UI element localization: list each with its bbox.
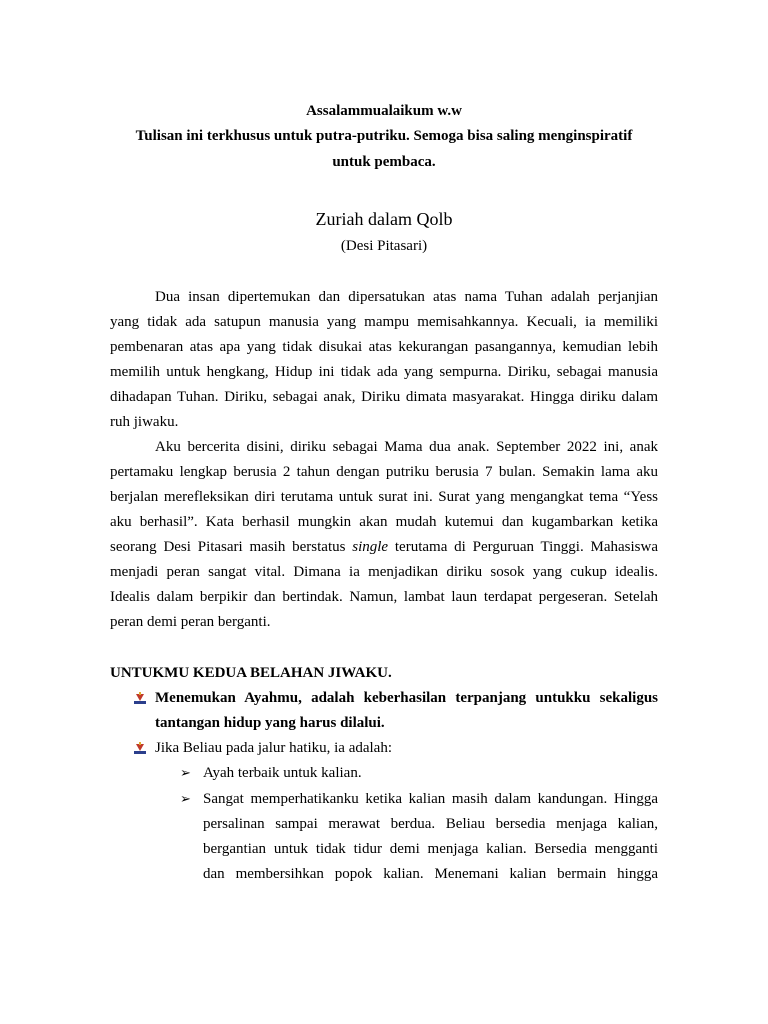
- paragraph-2-line: Idealis dalam berpikir dan bertindak. Namun, lambat laun terdapat pergeseran. Setelah: [110, 589, 658, 605]
- bullet-item-1: [155, 686, 658, 736]
- sub-item-1-line: Ayah terbaik untuk kalian.: [203, 765, 362, 781]
- line-text: seorang Desi Pitasari masih berstatus: [110, 539, 353, 555]
- section-heading: UNTUKMU KEDUA BELAHAN JIWAKU.: [110, 665, 392, 681]
- paragraph-1-line: dihadapan Tuhan. Diriku, sebagai anak, Diriku dimata masyarakat. Hingga diriku dalam: [110, 389, 658, 405]
- paragraph-2-line: aku berhasil”. Kata berhasil mungkin akan mudah kutemui dan kugambarkan ketika: [110, 514, 658, 530]
- paragraph-2: [110, 435, 658, 635]
- paragraph-2-line: [110, 535, 658, 560]
- paragraph-1: [110, 285, 658, 435]
- document-title: Zuriah dalam Qolb: [315, 209, 453, 229]
- paragraph-2-line: pertamaku lengkap berusia 2 tahun dengan putriku berusia 7 bulan. Semakin lama aku: [110, 464, 658, 480]
- line-text: terutama di Perguruan Tinggi. Mahasiswa: [388, 539, 658, 555]
- paragraph-1-line: Dua insan dipertemukan dan dipersatukan atas nama Tuhan adalah perjanjian: [155, 289, 658, 305]
- sub-item-2: [203, 787, 658, 887]
- sub-item-1: [203, 761, 658, 786]
- sub-item-2-line: bergantian untuk tidak tidur demi menjaga kalian. Bersedia mengganti: [203, 841, 658, 857]
- paragraph-1-line: pembenaran atas apa yang tidak disukai atas kekurangan pasangannya, kemudian lebih: [110, 339, 658, 355]
- paragraph-1-line: ruh jiwaku.: [110, 414, 179, 430]
- dedication-line-1: Tulisan ini terkhusus untuk putra-putriku. Semoga bisa saling menginspiratif: [135, 128, 633, 144]
- bullet-item-2: [155, 736, 658, 761]
- arrowhead-icon: ➢: [180, 766, 191, 781]
- bullet-item-1-line: tantangan hidup yang harus dilalui.: [155, 715, 385, 731]
- down-arrow-bullet-icon: [133, 742, 147, 756]
- italic-word: single: [352, 539, 389, 555]
- dedication-line-2: untuk pembaca.: [332, 154, 436, 170]
- author-name: (Desi Pitasari): [340, 238, 428, 254]
- paragraph-2-line: menjadi peran sangat vital. Dimana ia menjadikan diriku sosok yang cukup idealis.: [110, 564, 658, 580]
- greeting: Assalammualaikum w.w: [306, 103, 462, 119]
- paragraph-2-line: Aku bercerita disini, diriku sebagai Mama dua anak. September 2022 ini, anak: [155, 439, 658, 455]
- bullet-item-2-line: Jika Beliau pada jalur hatiku, ia adalah:: [155, 740, 392, 756]
- sub-item-2-line: persalinan sampai merawat berdua. Beliau bersedia menjaga kalian,: [203, 816, 658, 832]
- arrowhead-icon: ➢: [180, 792, 191, 807]
- paragraph-2-line: peran demi peran berganti.: [110, 614, 271, 630]
- paragraph-2-line: berjalan merefleksikan diri terutama untuk surat ini. Surat yang mengangkat tema “Yess: [110, 489, 658, 505]
- bullet-item-1-line: Menemukan Ayahmu, adalah keberhasilan terpanjang untukku sekaligus: [155, 690, 658, 706]
- down-arrow-bullet-icon: [133, 692, 147, 706]
- paragraph-1-line: memilih untuk hengkang, Hidup ini tidak ada yang sempurna. Diriku, sebagai manusia: [110, 364, 658, 380]
- sub-item-2-line: Sangat memperhatikanku ketika kalian masih dalam kandungan. Hingga: [203, 791, 658, 807]
- sub-item-2-line: dan membersihkan popok kalian. Menemani kalian bermain hingga: [203, 866, 658, 882]
- paragraph-1-line: yang tidak ada satupun manusia yang mampu memisahkannya. Kecuali, ia memiliki: [110, 314, 658, 330]
